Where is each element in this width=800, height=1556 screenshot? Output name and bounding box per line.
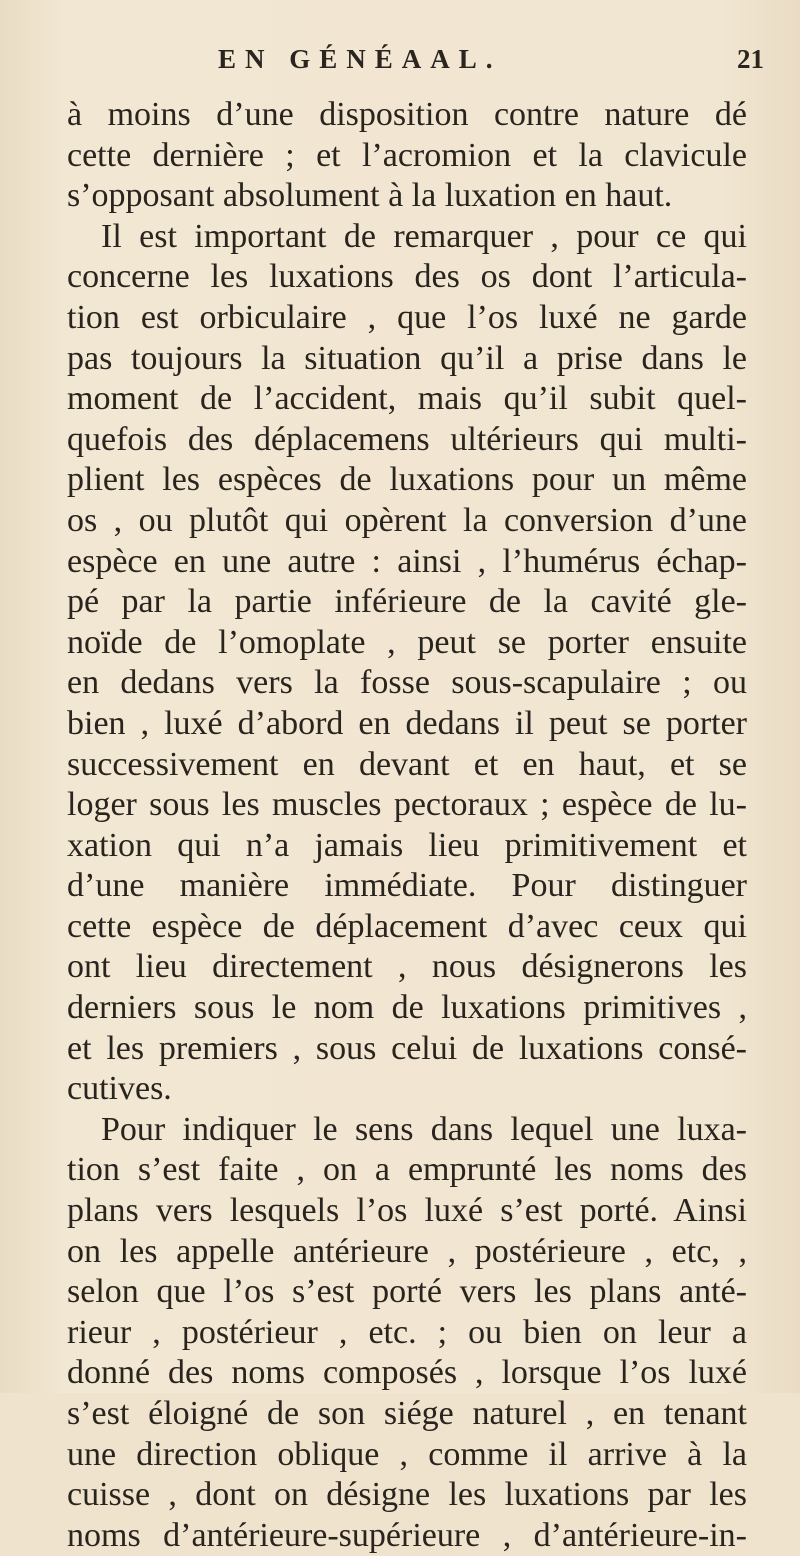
- text-line: cette dernière ; et l’acromion et la clavicule: [67, 136, 747, 174]
- text-line: d’une manière immédiate. Pour distinguer: [67, 867, 747, 905]
- text-line: selon que l’os s’est porté vers les plans anté-: [67, 1273, 747, 1311]
- text-line: derniers sous le nom de luxations primitives ,: [67, 989, 747, 1027]
- text-line: successivement en devant et en haut, et se: [67, 745, 747, 783]
- text-line: une direction oblique , comme il arrive à la: [67, 1435, 747, 1473]
- text-line: xation qui n’a jamais lieu primitivement et: [67, 826, 747, 864]
- body-text: [67, 95, 747, 1556]
- page-number: 21: [737, 44, 764, 74]
- text-line: on les appelle antérieure , postérieure , etc, ,: [67, 1232, 747, 1270]
- text-line: cette espèce de déplacement d’avec ceux qui: [67, 907, 747, 945]
- text-line: cuisse , dont on désigne les luxations par les: [67, 1476, 747, 1514]
- text-line: bien , luxé d’abord en dedans il peut se porter: [67, 704, 747, 742]
- text-line: loger sous les muscles pectoraux ; espèce de lu-: [67, 786, 747, 824]
- text-line: cutives.: [67, 1070, 172, 1108]
- text-line: quefois des déplacemens ultérieurs qui multi-: [67, 420, 747, 458]
- text-line: ont lieu directement , nous désignerons les: [67, 948, 747, 986]
- text-line: plient les espèces de luxations pour un même: [67, 461, 747, 499]
- text-line: donné des noms composés , lorsque l’os luxé: [67, 1354, 747, 1392]
- text-line: tion s’est faite , on a emprunté les noms des: [67, 1151, 747, 1189]
- text-line: os , ou plutôt qui opèrent la conversion d’une: [67, 501, 747, 539]
- text-line: tion est orbiculaire , que l’os luxé ne garde: [67, 298, 747, 336]
- text-line: s’est éloigné de son siége naturel , en tenant: [67, 1395, 747, 1432]
- text-line: et les premiers , sous celui de luxations consé-: [67, 1029, 747, 1067]
- text-line: pas toujours la situation qu’il a prise dans le: [67, 339, 747, 377]
- text-line: à moins d’une disposition contre nature dé: [67, 96, 747, 133]
- text-line: espèce en une autre : ainsi , l’humérus échap-: [67, 542, 747, 580]
- text-line: Pour indiquer le sens dans lequel une luxa-: [101, 1110, 747, 1148]
- text-line: noïde de l’omoplate , peut se porter ensuite: [67, 623, 747, 661]
- text-line: concerne les luxations des os dont l’articula-: [67, 258, 747, 296]
- text-line: plans vers lesquels l’os luxé s’est porté. Ainsi: [67, 1192, 747, 1230]
- text-line: s’opposant absolument à la luxation en haut.: [67, 177, 673, 215]
- text-line: rieur , postérieur , etc. ; ou bien on leur a: [67, 1313, 747, 1351]
- page-header: [0, 44, 800, 84]
- text-line: noms d’antérieure-supérieure , d’antérieure-in-: [67, 1516, 747, 1554]
- text-line: en dedans vers la fosse sous-scapulaire ; ou: [67, 664, 747, 702]
- text-line: pé par la partie inférieure de la cavité gle-: [67, 583, 747, 621]
- text-line: Il est important de remarquer , pour ce qui: [101, 217, 747, 255]
- text-line: moment de l’accident, mais qu’il subit quel-: [67, 380, 747, 418]
- running-title: EN GÉNÉAAL.: [218, 44, 502, 74]
